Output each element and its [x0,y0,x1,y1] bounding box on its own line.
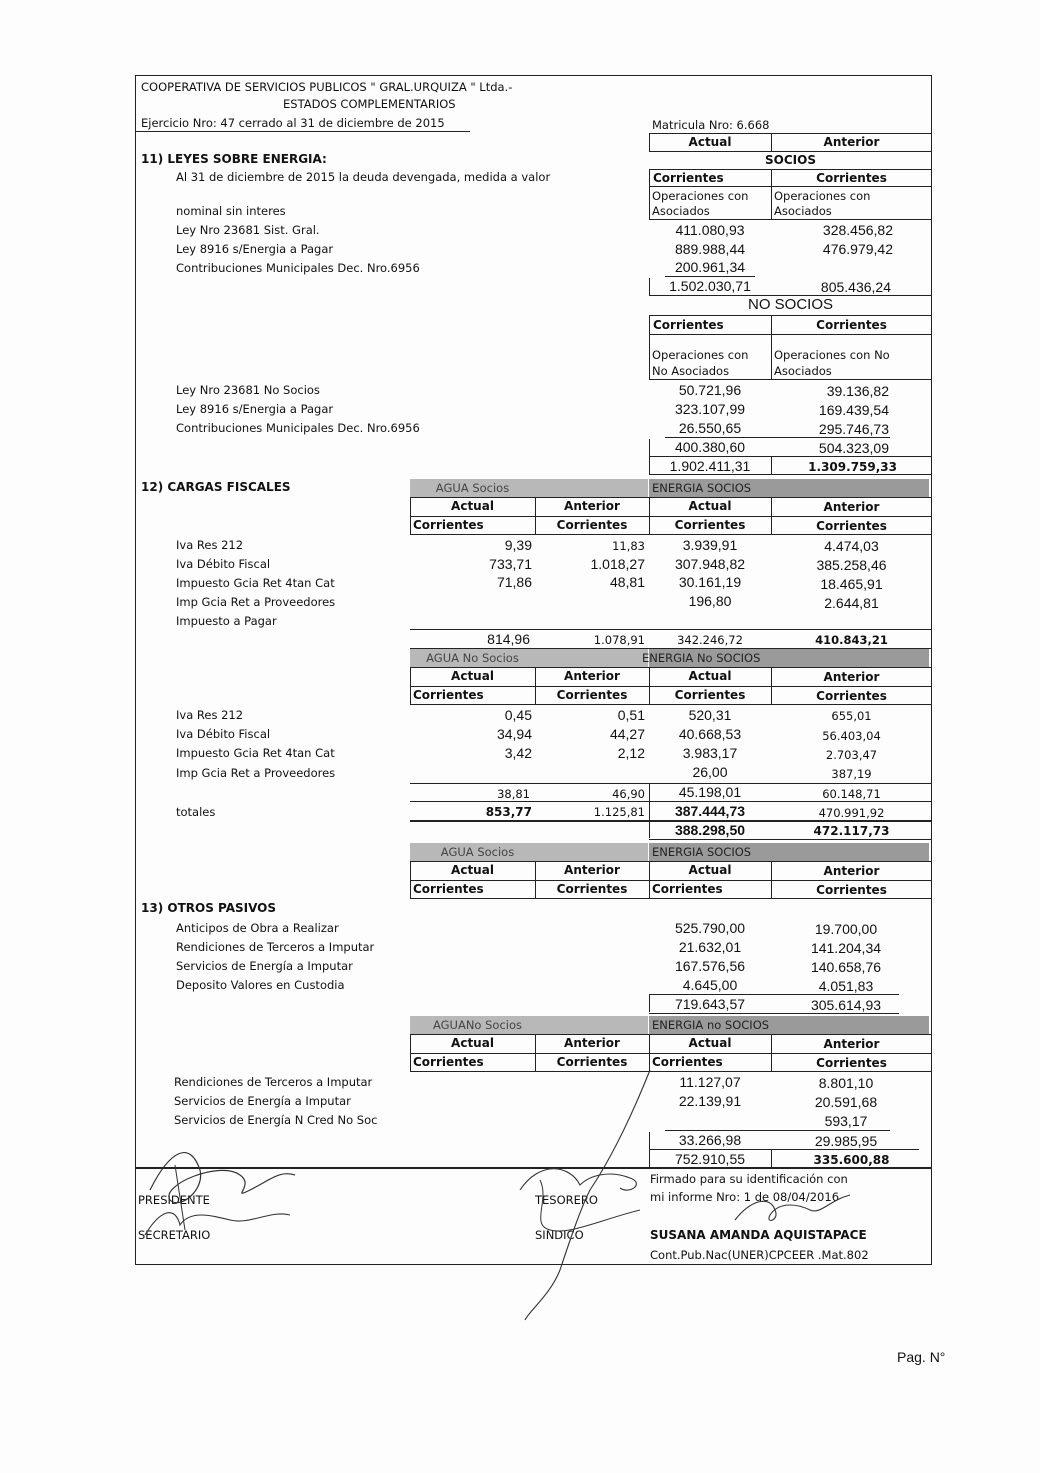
value: 200.961,34 [674,259,746,275]
doc-subtitle: ESTADOS COMPLEMENTARIOS [283,97,456,111]
tesorero-signature [490,1060,690,1330]
s11-intro: Al 31 de diciembre de 2015 la deuda devengada, medida a valor [176,170,551,184]
s13-title: 13) OTROS PASIVOS [141,901,277,915]
header-underline [135,131,470,132]
value: 411.080,93 [675,222,745,238]
presidente-signature [130,1130,310,1240]
row-label: Ley Nro 23681 No Socios [176,383,320,397]
socios-header: SOCIOS [765,153,816,167]
col-actual: Actual [688,135,732,149]
value: 889.988,44 [674,241,746,257]
presidente-label: PRESIDENTE [138,1193,210,1207]
page-number-label: Pag. N° [897,1349,946,1365]
contador-name: SUSANA AMANDA AQUISTAPACE [650,1228,867,1242]
value: 328.456,82 [822,222,893,238]
row-label: Ley 8916 s/Energia a Pagar [176,242,334,256]
row-label: Contribuciones Municipales Dec. Nro.6956 [176,261,420,275]
firmado-text: Firmado para su identificación con [650,1172,848,1186]
subtotal: 805.436,24 [820,279,891,295]
company-name: COOPERATIVA DE SERVICIOS PUBLICOS " GRAL.URQUIZA " Ltda.- [141,80,513,94]
ejercicio: Ejercicio Nro: 47 cerrado al 31 de diciembre de 2015 [141,116,445,130]
subtotal: 1.502.030,71 [669,278,751,294]
col-corrientes: Corrientes [816,171,887,185]
sindico-label: SINDICO [535,1228,584,1242]
col-corrientes: Corrientes [653,171,724,185]
s11-intro2: nominal sin interes [176,204,286,218]
row-label: Contribuciones Municipales Dec. Nro.6956 [176,421,420,435]
secretario-label: SECRETARIO [138,1228,211,1242]
s11-title: 11) LEYES SOBRE ENERGIA: [141,152,327,166]
col-anterior: Anterior [823,135,880,149]
value: 476.979,42 [822,241,893,257]
totales-label: totales [176,805,216,819]
row-label: Ley 8916 s/Energia a Pagar [176,402,334,416]
tesorero-label: TESORERO [535,1193,598,1207]
nosocios-header: NO SOCIOS [747,296,833,313]
row-label: Ley Nro 23681 Sist. Gral. [176,223,320,237]
s12-title: 12) CARGAS FISCALES [141,480,291,494]
matricula: Matricula Nro: 6.668 [652,118,770,132]
contador-signature [730,1180,860,1230]
informe-text: mi informe Nro: 1 de 08/04/2016 [650,1190,840,1204]
contador-matricula: Cont.Pub.Nac(UNER)CPCEER .Mat.802 [650,1248,869,1262]
document-page: COOPERATIVA DE SERVICIOS PUBLICOS " GRAL.URQUIZA " Ltda.- ESTADOS COMPLEMENTARIOS Ejercicio Nro: 47 cerrado al 31 de diciembre de 2015 Matricula Nro: 6.668 Actual Anterior SOCIOS Corrientes Corrientes Operaciones con Asociados Operaciones con Asociados 11) LEYES SOBRE ENERGIA: Al 31 de diciembre de 2015 la deuda devengada, medida a valor nominal sin interes Ley Nro 23681 Sist. Gral. Ley 8916 s/Energia a Pagar Contribuciones Municipales Dec. Nro.6956 411.080,93 328.456,82 889.988,44 476.979,42 200.961,34 1.502.030,71 805.436,24 NO SOCIOS Corrientes Corrientes Operaciones con No Asociados Operaciones con No Asociados Ley Nro 23681 No Socios Ley 8916 s/Energia a Pagar Contribuciones Municipales Dec. Nro.6956 50.721,96 39.136,82 323.107,99 169.439,54 26.550,65 295.746,73 400.380,60 504.323,09 1.902.411,31 1.309.759,33 12) CARGAS FISCALES AGUA Socios ENERGIA SOCIOS Actual Anterior Actual Anterior Corrientes Corrientes Corrientes Corrientes Iva Res 212 Iva Débito Fiscal Impuesto Gcia Ret 4tan Cat Imp Gcia Ret a Proveedores Impuesto a Pagar 9,39 11,83 3.939,91 4.474,03 733,71 1.018,27 307.948,82 385.258,46 71,86 48,81 30.161,19 18.465,91 196,80 2.644,81 814,96 1.078,91 342.246,72 410.843,21 AGUA No Socios ENERGIA No SOCIOS Actual Anterior Actual Anterior Corrientes Corrientes Corrientes Corrientes Iva Res 212 Iva Débito Fiscal Impuesto Gcia Ret 4tan Cat Imp Gcia Ret a Proveedores 0,45 0,51 520,31 655,01 34,94 44,27 40.668,53 56.403,04 3,42 2,12 3.983,17 2.703,47 26,00 387,19 38,81 46,90 45.198,01 60.148,71 totales 853,77 1.125,81 387.444,73 470.991,92 388.298,50 472.117,73 AGUA Socios ENERGIA SOCIOS Actual Anterior Actual Anterior Corrientes Corrientes Corrientes Corrientes 13) OTROS PASIVOS Anticipos de Obra a Realizar Rendiciones de Terceros a Imputar Servicios de Energía a Imputar Deposito Valores en Custodia 525.790,00 19.700,00 21.632,01 141.204,34 167.576,56 140.658,76 4.645,00 4.051,83 719.643,57 305.614,93 AGUANo Socios ENERGIA no SOCIOS Actual Anterior Actual Anterior Corrientes Corrientes Corrientes Corrientes Rendiciones de Terceros a Imputar Servicios de Energía a Imputar Servicios de Energía N Cred No Soc 11.127,07 8.801,10 22.139,91 20.591,68 593,17 33.266,98 29.985,95 752.910,55 335.600,88 PRESIDENTE SECRETARIO TESORERO SINDICO Firmado para su identificación con mi informe Nro: 1 de 08/04/2016 SUSANA AMANDA AQUISTAPACE Cont.Pub.Nac(UNER)CPCEER .Mat.802 Pag. N° [0,0,1040,1473]
